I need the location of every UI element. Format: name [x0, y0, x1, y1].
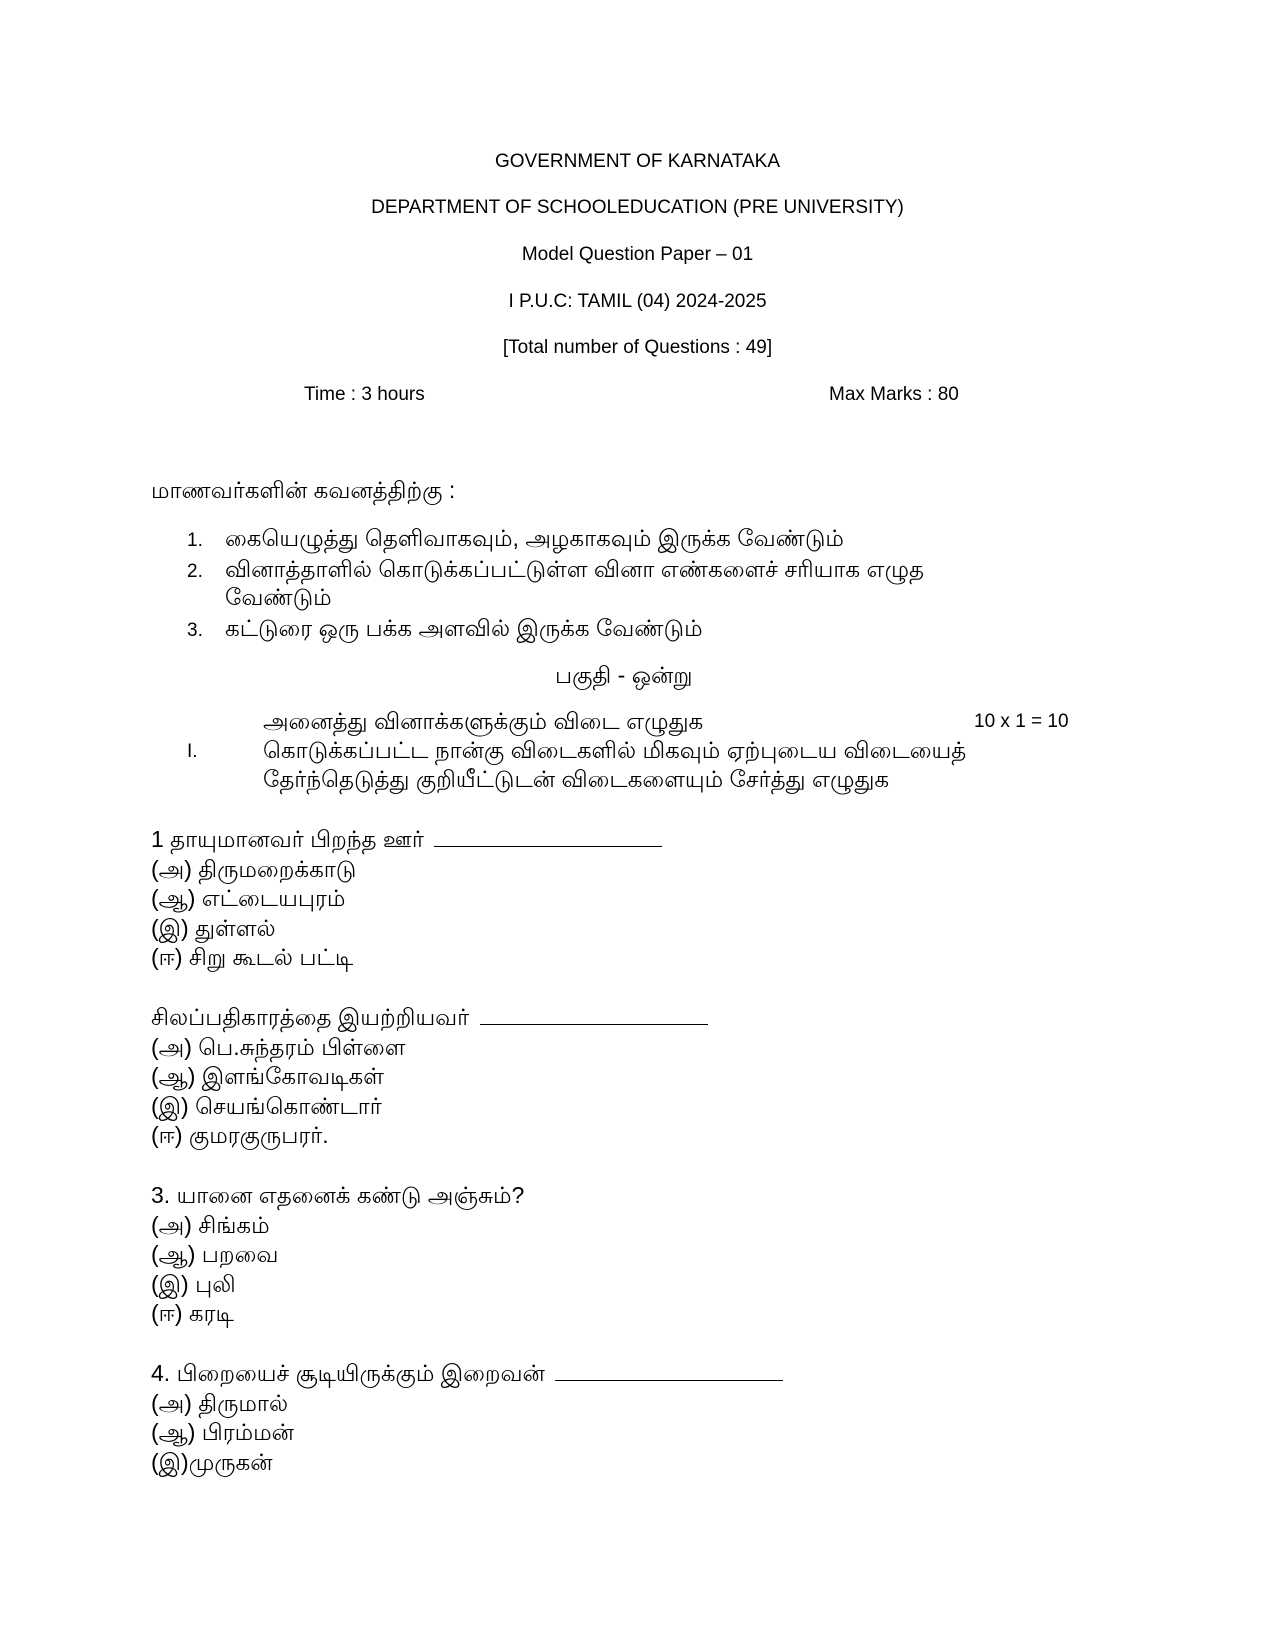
- header-time: Time : 3 hours: [304, 384, 425, 405]
- header-subject: I P.U.C: TAMIL (04) 2024-2025: [508, 291, 767, 312]
- question-block: [151, 1359, 783, 1477]
- option: (ஈ) குமரகுருபரர்.: [151, 1122, 329, 1148]
- answer-blank: [480, 1004, 708, 1025]
- instructions-heading: மாணவர்களின் கவனத்திற்கு :: [151, 477, 456, 503]
- instruction-text: கையெழுத்து தெளிவாகவும், அழகாகவும் இருக்க வேண்டும்: [225, 525, 844, 551]
- header-max-marks: Max Marks : 80: [829, 384, 959, 405]
- question-text: 1 தாயுமானவர் பிறந்த ஊர்: [151, 825, 662, 855]
- header-department: DEPARTMENT OF SCHOOLEDUCATION (PRE UNIVERSITY): [371, 197, 904, 218]
- header-total-questions: [Total number of Questions : 49]: [502, 337, 773, 358]
- header-government: GOVERNMENT OF KARNATAKA: [494, 151, 781, 172]
- question-text: 3. யானை எதனைக் கண்டு அஞ்சும்?: [151, 1182, 525, 1208]
- option: (இ) செயங்கொண்டார்: [151, 1092, 382, 1119]
- option: (ஆ) எட்டையபுரம்: [151, 885, 346, 911]
- instruction-number: 2.: [187, 561, 203, 582]
- instruction-text: கட்டுரை ஒரு பக்க அளவில் இருக்க வேண்டும்: [225, 615, 703, 641]
- instruction-text: வினாத்தாளில் கொடுக்கப்பட்டுள்ள வினா எண்களைச் சரியாக எழுத: [225, 556, 924, 582]
- section-marks: 10 x 1 = 10: [974, 711, 1069, 732]
- question-block: [151, 825, 662, 973]
- question-text: 4. பிறையைச் சூடியிருக்கும் இறைவன்: [151, 1359, 783, 1389]
- option: (இ)முருகன்: [151, 1448, 273, 1475]
- instruction-number: 1.: [187, 530, 203, 551]
- option: (ஈ) சிறு கூடல் பட்டி: [151, 944, 354, 970]
- instruction-text-continued: வேண்டும்: [225, 584, 332, 610]
- question-block: [151, 1181, 524, 1329]
- answer-blank: [434, 826, 662, 847]
- question-block: [151, 1003, 708, 1151]
- answer-blank: [555, 1360, 783, 1381]
- question-text: சிலப்பதிகாரத்தை இயற்றியவர்: [151, 1003, 708, 1033]
- section-roman-number: I.: [187, 741, 198, 762]
- section-title: பகுதி - ஒன்று: [555, 662, 693, 688]
- section-instruction-line: தேர்ந்தெடுத்து குறியீட்டுடன் விடைகளையும் சேர்த்து எழுதுக: [263, 766, 890, 792]
- section-instruction-line: கொடுக்கப்பட்ட நான்கு விடைகளில் மிகவும் ஏற்புடைய விடையைத்: [263, 737, 967, 763]
- option: (ஈ) கரடி: [151, 1300, 234, 1326]
- option: (இ) புலி: [151, 1270, 236, 1297]
- header-paper-title: Model Question Paper – 01: [521, 244, 754, 265]
- instruction-number: 3.: [187, 620, 203, 641]
- option: (ஆ) பிரம்மன்: [151, 1419, 294, 1445]
- option: (இ) துள்ளல்: [151, 914, 276, 941]
- option: (ஆ) பறவை: [151, 1241, 279, 1267]
- option: (ஆ) இளங்கோவடிகள்: [151, 1063, 384, 1089]
- option: (அ) திருமால்: [151, 1389, 289, 1416]
- section-instruction: அனைத்து வினாக்களுக்கும் விடை எழுதுக: [263, 708, 704, 734]
- option: (அ) திருமறைக்காடு: [151, 855, 357, 882]
- option: (அ) சிங்கம்: [151, 1211, 270, 1238]
- option: (அ) பெ.சுந்தரம் பிள்ளை: [151, 1033, 406, 1060]
